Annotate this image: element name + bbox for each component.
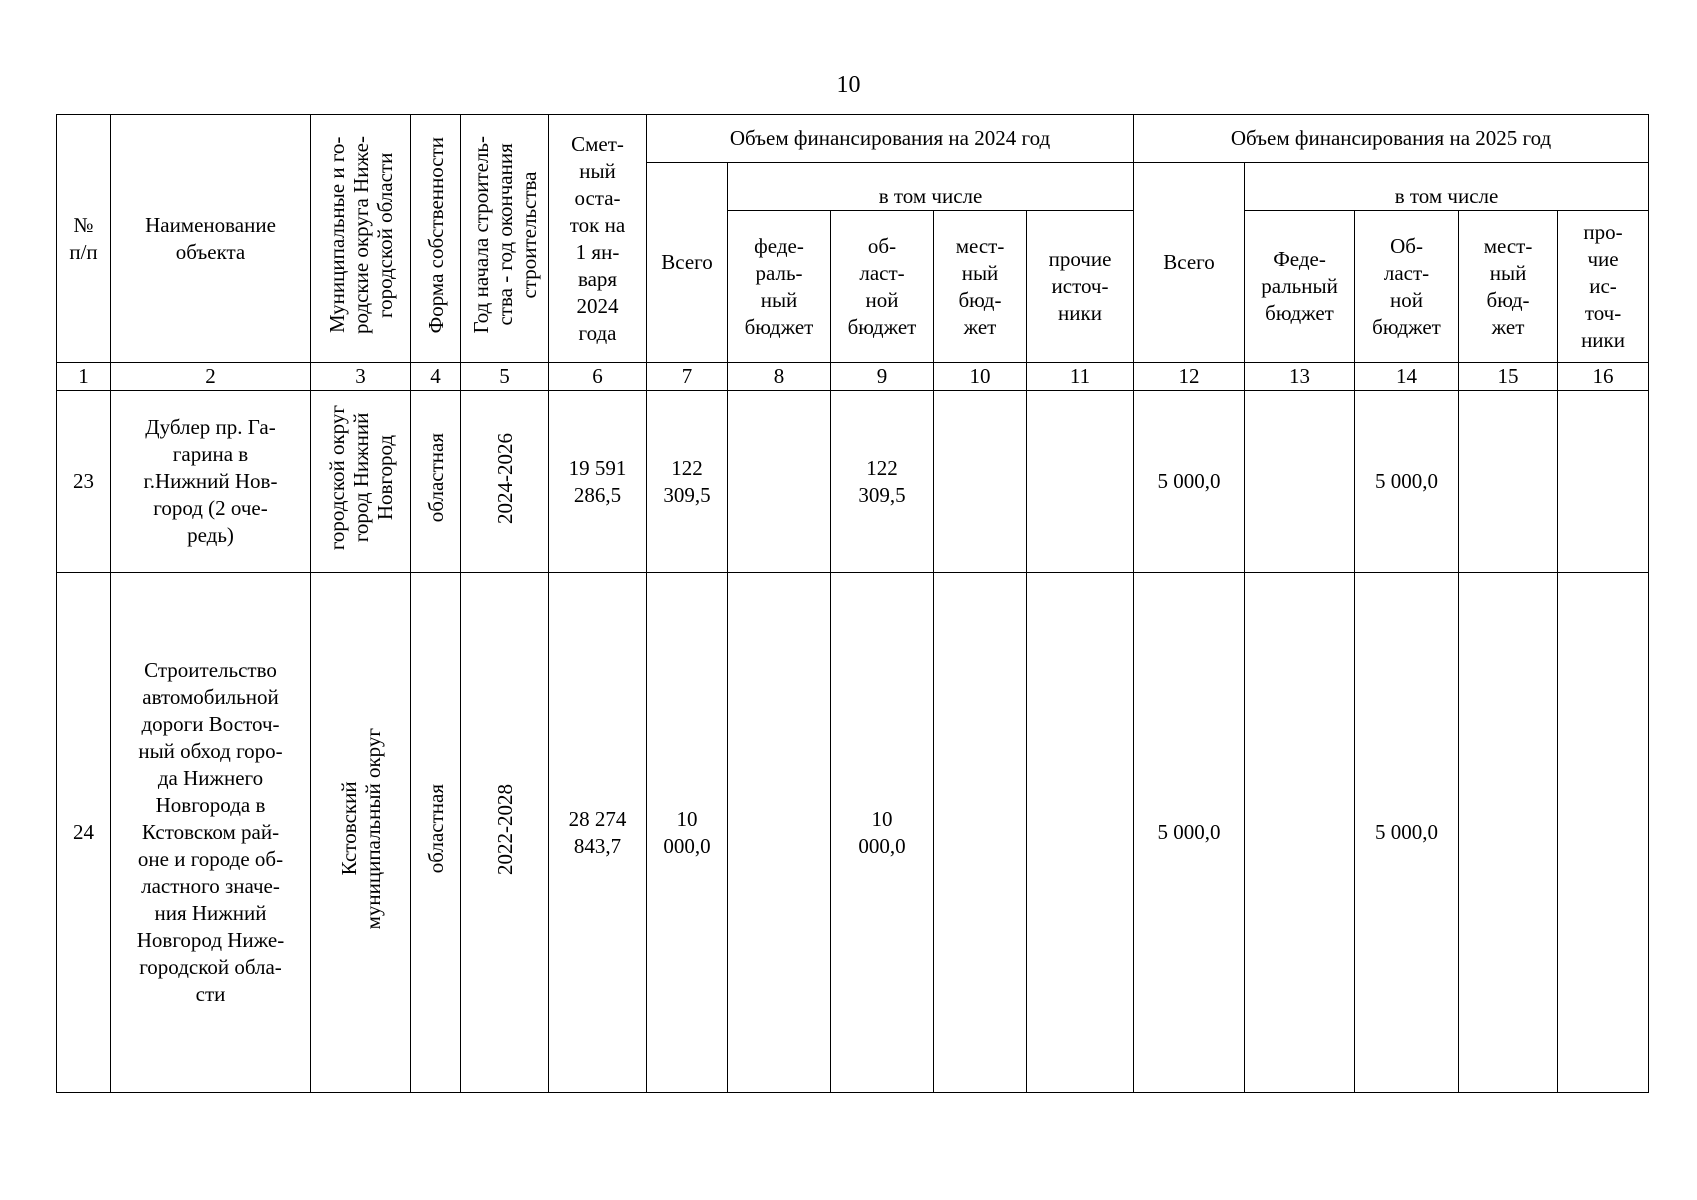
- row-federal-2025: [1245, 573, 1355, 1093]
- header-total-2024: Всего: [647, 163, 728, 363]
- header-ownership: [411, 115, 461, 363]
- row-other-2024: [1027, 391, 1134, 573]
- header-name: Наименование объекта: [111, 115, 311, 363]
- row-years: [461, 573, 549, 1093]
- header-fin-2024: Объем финансирования на 2024 год: [647, 115, 1134, 163]
- row-local-2025: [1459, 391, 1558, 573]
- header-including-2024: в том числе: [728, 163, 1134, 211]
- row-name: Строительство автомобильной дороги Восточ- ный обход горо- да Нижнего Новгорода в Кстовском рай- оне и городе об- ластного значе- ния Нижний Новгород Ниже- городской обла- сти: [111, 573, 311, 1093]
- row-ownership-text: областная: [423, 433, 448, 523]
- header-regional-2024: об- ласт- ной бюджет: [831, 211, 934, 363]
- header-row-1: [57, 115, 1649, 163]
- row-years-text: 2022-2028: [492, 783, 517, 875]
- row-total-2025: 5 000,0: [1134, 391, 1245, 573]
- row-years: [461, 391, 549, 573]
- row-other-2025: [1558, 391, 1649, 573]
- column-number-row: [57, 363, 1649, 391]
- header-years-text: Год начала строитель- ства - год окончания строительства: [468, 136, 541, 334]
- row-total-2024: 10 000,0: [647, 573, 728, 1093]
- header-federal-2025: Феде- ральный бюджет: [1245, 211, 1355, 363]
- row-name: Дублер пр. Га- гарина в г.Нижний Нов- город (2 оче- редь): [111, 391, 311, 573]
- header-municipality: [311, 115, 411, 363]
- header-local-2025: мест- ный бюд- жет: [1459, 211, 1558, 363]
- table-row: [57, 573, 1649, 1093]
- header-num: № п/п: [57, 115, 111, 363]
- row-regional-2024: 122 309,5: [831, 391, 934, 573]
- header-regional-2025: Об- ласт- ной бюджет: [1355, 211, 1459, 363]
- header-total-2025: Всего: [1134, 163, 1245, 363]
- column-number: 2: [111, 363, 311, 391]
- header-ownership-text: Форма собственности: [423, 136, 448, 334]
- page-number: 10: [836, 72, 861, 98]
- row-ownership-text: областная: [423, 784, 448, 874]
- column-number: 16: [1558, 363, 1649, 391]
- row-municipality-text: городской округ город Нижний Новгород: [324, 405, 397, 551]
- header-remainder: Смет- ный оста- ток на 1 ян- варя 2024 года: [549, 115, 647, 363]
- row-federal-2024: [728, 391, 831, 573]
- header-federal-2024: феде- раль- ный бюджет: [728, 211, 831, 363]
- row-local-2024: [934, 573, 1027, 1093]
- financing-table: [56, 114, 1649, 1093]
- row-local-2024: [934, 391, 1027, 573]
- row-total-2024: 122 309,5: [647, 391, 728, 573]
- column-number: 7: [647, 363, 728, 391]
- row-municipality: [311, 391, 411, 573]
- column-number: 3: [311, 363, 411, 391]
- table-row: [57, 391, 1649, 573]
- row-num: 24: [57, 573, 111, 1093]
- column-number: 8: [728, 363, 831, 391]
- column-number: 6: [549, 363, 647, 391]
- column-number: 13: [1245, 363, 1355, 391]
- header-local-2024: мест- ный бюд- жет: [934, 211, 1027, 363]
- column-number: 12: [1134, 363, 1245, 391]
- column-number: 10: [934, 363, 1027, 391]
- column-number: 15: [1459, 363, 1558, 391]
- column-number: 9: [831, 363, 934, 391]
- column-number: 5: [461, 363, 549, 391]
- header-other-2025: про- чие ис- точ- ники: [1558, 211, 1649, 363]
- row-regional-2025: 5 000,0: [1355, 573, 1459, 1093]
- row-ownership: [411, 573, 461, 1093]
- column-number: 11: [1027, 363, 1134, 391]
- row-years-text: 2024-2026: [492, 432, 517, 524]
- row-total-2025: 5 000,0: [1134, 573, 1245, 1093]
- row-other-2024: [1027, 573, 1134, 1093]
- column-number: 1: [57, 363, 111, 391]
- row-remainder: 28 274 843,7: [549, 573, 647, 1093]
- row-regional-2024: 10 000,0: [831, 573, 934, 1093]
- column-number: 14: [1355, 363, 1459, 391]
- row-federal-2024: [728, 573, 831, 1093]
- row-municipality: [311, 573, 411, 1093]
- row-regional-2025: 5 000,0: [1355, 391, 1459, 573]
- header-years: [461, 115, 549, 363]
- row-remainder: 19 591 286,5: [549, 391, 647, 573]
- row-municipality-text: Кстовский муниципальный округ: [336, 728, 385, 930]
- row-ownership: [411, 391, 461, 573]
- header-other-2024: прочие источ- ники: [1027, 211, 1134, 363]
- row-local-2025: [1459, 573, 1558, 1093]
- header-fin-2025: Объем финансирования на 2025 год: [1134, 115, 1649, 163]
- header-municipality-text: Муниципальные и го- родские округа Ниже- городской области: [324, 136, 397, 334]
- row-num: 23: [57, 391, 111, 573]
- column-number: 4: [411, 363, 461, 391]
- row-federal-2025: [1245, 391, 1355, 573]
- header-including-2025: в том числе: [1245, 163, 1649, 211]
- row-other-2025: [1558, 573, 1649, 1093]
